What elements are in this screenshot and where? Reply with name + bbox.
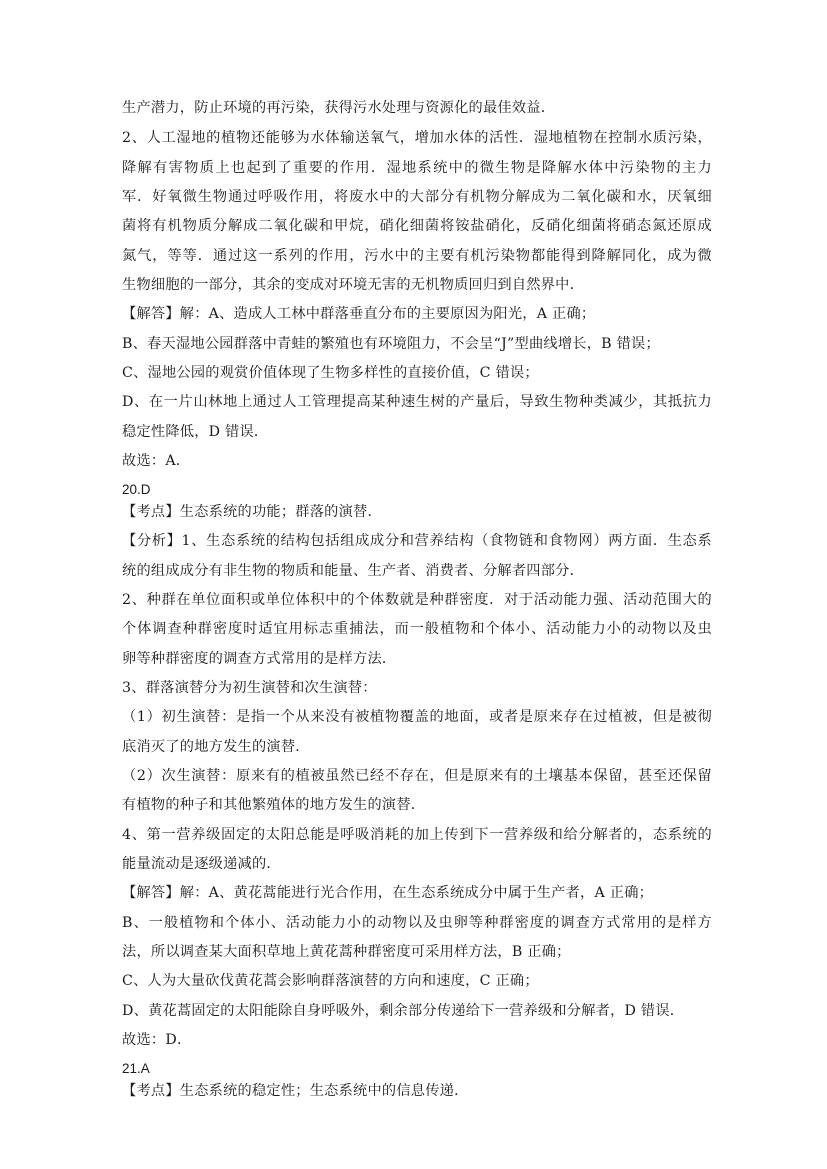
text-line: C、湿地公园的观赏价值体现了生物多样性的直接价值，C 错误； xyxy=(122,365,539,381)
text-line: C、人为大量砍伐黄花蒿会影响群落演替的方向和速度，C 正确； xyxy=(122,973,539,989)
text-line: 卵等种群密度的调查方式常用的是样方法． xyxy=(122,651,397,667)
text-line: 统的组成成分有非生物的物质和能量、生产者、消费者、分解者四部分． xyxy=(122,563,585,579)
text-line: 个体调查种群密度时适宜用标志重捕法，而一般植物和个体小、活动能力小的动物以及虫 xyxy=(122,621,712,637)
text-line: 军．好氧微生物通过呼吸作用，将废水中的大部分有机物分解成为二氧化碳和水，厌氧细 xyxy=(122,189,712,205)
text-line: （1）初生演替：是指一个从来没有被植物覆盖的地面，或者是原来存在过植被，但是被彻 xyxy=(122,709,712,725)
text-line: 4、第一营养级固定的太阳总能是呼吸消耗的加上传到下一营养级和给分解者的，态系统的 xyxy=(122,827,712,843)
text-line: 能量流动是逐级递减的． xyxy=(122,856,281,872)
text-line: 2、人工湿地的植物还能够为水体输送氧气，增加水体的活性．湿地植物在控制水质污染， xyxy=(122,130,712,146)
text-line: D、黄花蒿固定的太阳能除自身呼吸外，剩余部分传递给下一营养级和分解者，D 错误． xyxy=(122,1003,685,1019)
answer-heading-line: 【解答】解：A、黄花蒿能进行光合作用，在生态系统成分中属于生产者，A 正确； xyxy=(122,885,654,901)
text-line: 3、群落演替分为初生演替和次生演替： xyxy=(122,680,377,696)
choice-line: 故选：D． xyxy=(122,1032,192,1048)
text-line: B、春天湿地公园群落中青蛙的繁殖也有环境阻力，不会呈“J”型曲线增长，B 错误； xyxy=(122,336,660,352)
text-line: 降解有害物质上也起到了重要的作用．湿地系统中的微生物是降解水体中污染物的主力 xyxy=(122,160,712,176)
topic-line: 【考点】生态系统的功能；群落的演替． xyxy=(122,504,382,520)
text-line: 生产潜力，防止环境的再污染，获得污水处理与资源化的最佳效益． xyxy=(122,100,556,116)
text-line: B、一般植物和个体小、活动能力小的动物以及虫卵等种群密度的调查方式常用的是样方 xyxy=(122,915,712,931)
text-line: 稳定性降低，D 错误． xyxy=(122,424,269,440)
topic-line: 【考点】生态系统的稳定性；生态系统中的信息传递． xyxy=(122,1083,469,1099)
text-line: D、在一片山林地上通过人工管理提高某种速生树的产量后，导致生物种类减少，其抵抗力 xyxy=(122,394,712,410)
choice-line: 故选：A． xyxy=(122,453,191,469)
question-number: 20.D xyxy=(122,482,151,497)
text-line: 氮气，等等．通过这一系列的作用，污水中的主要有机污染物都能得到降解同化，成为微 xyxy=(122,248,712,264)
analysis-line: 【分析】1、生态系统的结构包括组成成分和营养结构（食物链和食物网）两方面．生态系 xyxy=(122,533,712,549)
text-line: （2）次生演替：原来有的植被虽然已经不存在，但是原来有的土壤基本保留，甚至还保留 xyxy=(122,768,712,784)
question-number: 21.A xyxy=(122,1061,150,1076)
answer-heading-line: 【解答】解：A、造成人工林中群落垂直分布的主要原因为阳光，A 正确； xyxy=(122,306,596,322)
text-line: 法，所以调查某大面积草地上黄花蒿种群密度可采用样方法，B 正确； xyxy=(122,944,571,960)
text-line: 2、种群在单位面积或单位体积中的个体数就是种群密度．对于活动能力强、活动范围大的 xyxy=(122,592,712,608)
text-line: 有植物的种子和其他繁殖体的地方发生的演替． xyxy=(122,797,426,813)
text-line: 菌将有机物质分解成二氧化碳和甲烷，硝化细菌将铵盐硝化，反硝化细菌将硝态氮还原成 xyxy=(122,218,712,234)
text-line: 底消灭了的地方发生的演替． xyxy=(122,739,310,755)
text-line: 生物细胞的一部分，其余的变成对环境无害的无机物质回归到自然界中． xyxy=(122,277,585,293)
